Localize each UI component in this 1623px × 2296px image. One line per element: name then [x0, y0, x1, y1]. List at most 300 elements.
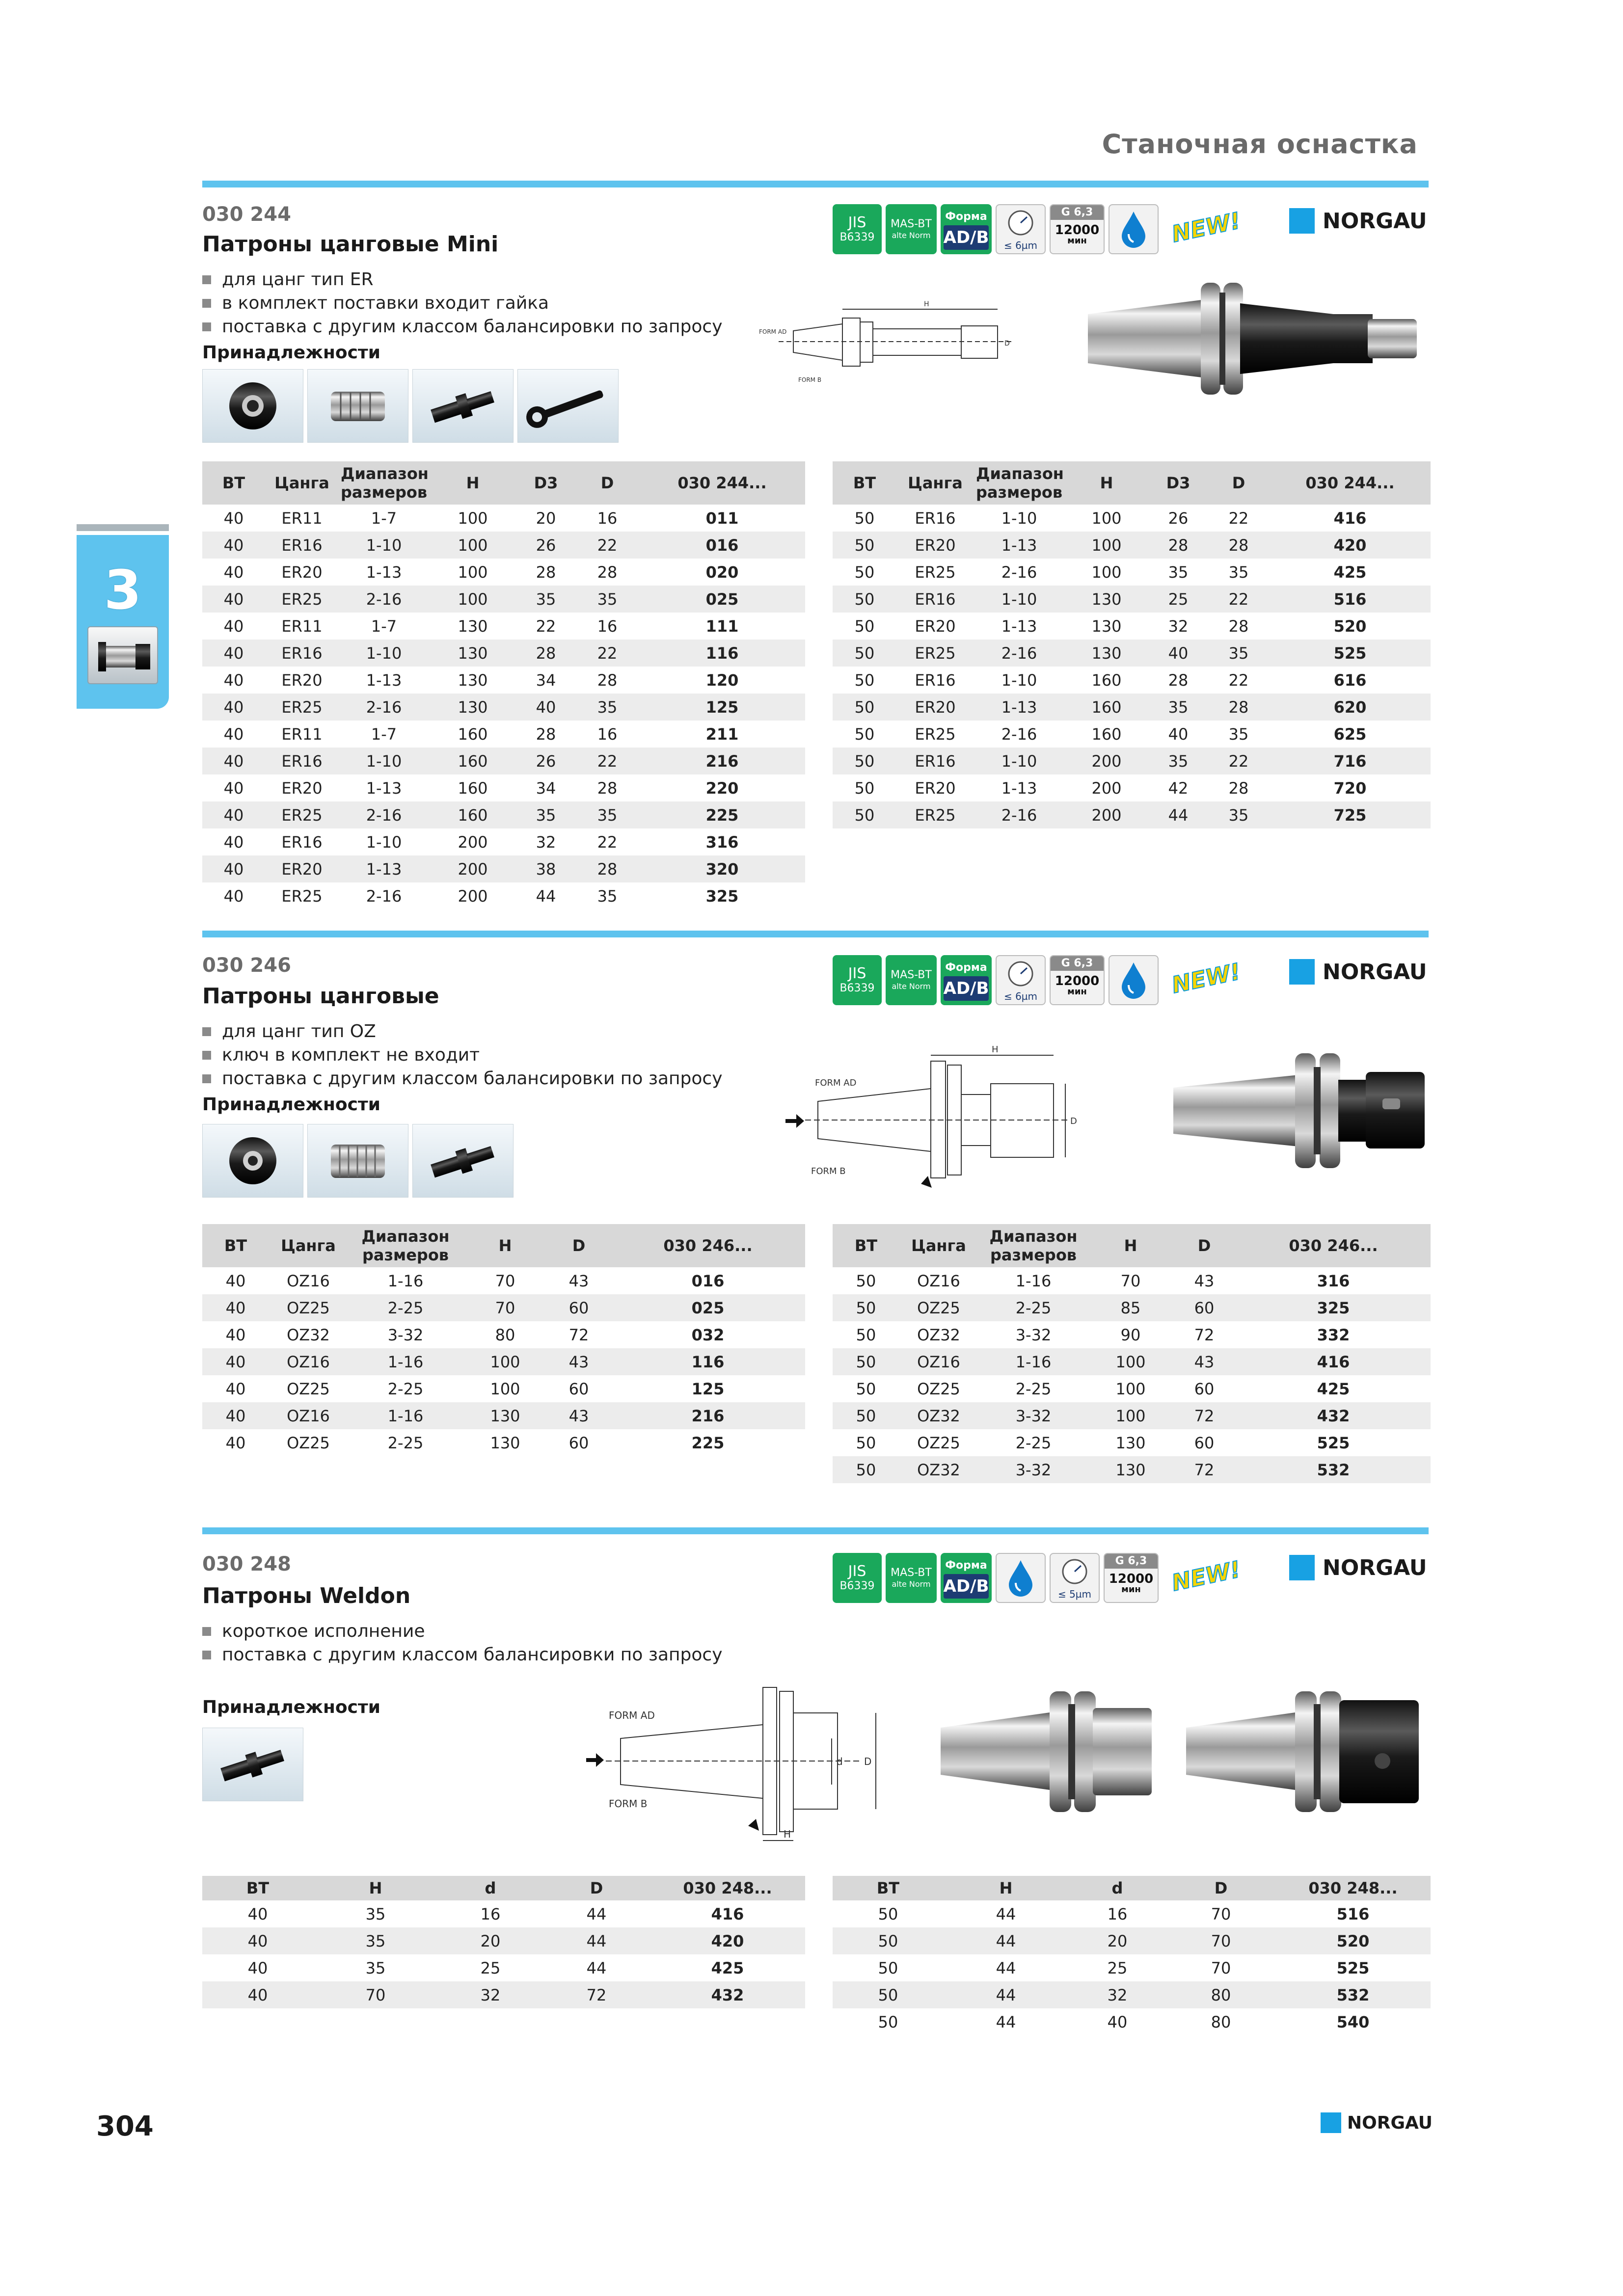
table-row	[202, 559, 805, 586]
table-row	[833, 1375, 1431, 1402]
table-cell: 35	[575, 801, 639, 828]
table-cell: ER25	[265, 801, 339, 828]
table-row	[833, 1267, 1431, 1294]
table-cell: 1-13	[366, 670, 402, 690]
table-cell: 40	[202, 1981, 313, 2008]
table-header-row: BT H d D 030 248...	[202, 1876, 805, 1900]
table-cell: 100	[490, 1379, 520, 1398]
table-cell: 42	[1168, 778, 1189, 798]
section-code: 030 248	[202, 1553, 291, 1575]
table-cell: 3-32	[978, 1456, 1089, 1483]
table-cell: 2-16	[974, 640, 1064, 667]
table-cell: 1-13	[1001, 616, 1037, 636]
table-cell: 70	[495, 1271, 515, 1290]
spec-table-bt50	[833, 1876, 1431, 2035]
table-cell: 50	[856, 1325, 876, 1344]
table-cell: 40	[202, 1402, 269, 1429]
table-cell: 40	[202, 801, 265, 828]
form-badge: Форма AD/B	[941, 955, 992, 1005]
section-divider	[202, 931, 1429, 937]
table-cell: ER20	[281, 778, 323, 798]
table-cell: 28	[597, 670, 618, 690]
table-cell: 60	[1194, 1379, 1215, 1398]
table-cell: 200	[1091, 778, 1122, 798]
table-row	[833, 505, 1431, 532]
table-cell: 32	[536, 832, 556, 852]
accessories-title: Принадлежности	[202, 1095, 381, 1115]
table-row	[202, 882, 805, 909]
table-cell: 44	[996, 2012, 1016, 2031]
table-row	[833, 613, 1431, 640]
table-cell: 200	[1064, 801, 1149, 828]
table-cell: 130	[1064, 586, 1149, 613]
article-code-cell: 525	[1317, 1433, 1350, 1452]
table-cell: 160	[458, 778, 488, 798]
table-row	[202, 532, 805, 559]
table-cell: 44	[996, 1958, 1016, 1977]
table-header-row: BT Цанга Диапазон размеров H D 030 246...	[833, 1224, 1431, 1267]
article-code-cell: 225	[639, 801, 805, 828]
table-cell: 1-13	[339, 855, 429, 882]
article-code-cell: 211	[705, 724, 739, 744]
mas-bt-badge: MAS-BT alte Norm	[886, 204, 937, 254]
table-cell: 2-25	[1015, 1379, 1052, 1398]
feature-item: поставка с другим классом балансировки по запросу	[202, 315, 723, 339]
table-cell: 25	[1149, 586, 1208, 613]
table-cell: 80	[1166, 1981, 1275, 2008]
table-row	[833, 721, 1431, 748]
table-row	[202, 828, 805, 855]
table-cell: 100	[463, 1348, 547, 1375]
table-cell: 43	[1194, 1271, 1215, 1290]
svg-text:H: H	[924, 300, 929, 308]
table-cell: 1-13	[1001, 778, 1037, 798]
article-code-cell: 316	[1317, 1271, 1350, 1290]
table-cell: ER16	[896, 586, 974, 613]
spec-table-bt40	[202, 1224, 805, 1456]
table-row	[202, 640, 805, 667]
table-row	[202, 748, 805, 774]
table-cell: 40	[1149, 640, 1208, 667]
table-cell: 160	[429, 748, 516, 774]
table-cell: 40	[225, 1433, 246, 1452]
runout-gauge-badge: ≤ 5µm	[1050, 1553, 1100, 1603]
table-cell: 1-16	[1015, 1271, 1052, 1290]
table-row	[202, 694, 805, 721]
accessory-collet-thumb[interactable]	[307, 1124, 408, 1198]
table-cell: ER20	[896, 532, 974, 559]
accessories-thumbnails	[202, 1728, 303, 1801]
table-row	[833, 640, 1431, 667]
table-cell: ER20	[281, 670, 323, 690]
table-row	[833, 1321, 1431, 1348]
table-cell: 100	[1091, 508, 1122, 528]
table-row	[833, 1981, 1431, 2008]
table-cell: 100	[1089, 1402, 1172, 1429]
table-cell: 1-16	[348, 1402, 463, 1429]
table-cell: 35	[1228, 562, 1249, 582]
table-cell: ER16	[915, 670, 956, 690]
feature-list	[202, 1620, 723, 1667]
article-code-cell: 225	[691, 1433, 725, 1452]
table-cell: 130	[1091, 616, 1122, 636]
table-row	[202, 505, 805, 532]
collet-chuck-icon	[88, 627, 157, 683]
table-cell: 85	[1089, 1294, 1172, 1321]
table-cell: 50	[833, 532, 896, 559]
table-cell: 80	[495, 1325, 515, 1344]
table-cell: 50	[833, 1402, 899, 1429]
table-cell: 35	[1168, 562, 1189, 582]
svg-text:FORM AD: FORM AD	[815, 1078, 857, 1088]
table-cell: 40	[223, 508, 244, 528]
table-cell: 50	[833, 1294, 899, 1321]
accessory-collet-thumb[interactable]	[307, 369, 408, 443]
table-row	[202, 667, 805, 694]
table-cell: 1-13	[974, 532, 1064, 559]
table-cell: 44	[1149, 801, 1208, 828]
table-cell: 40	[223, 832, 244, 852]
article-code-cell: 416	[711, 1904, 744, 1923]
table-cell: 100	[1115, 1379, 1146, 1398]
table-cell: 1-10	[1001, 508, 1037, 528]
table-cell: 60	[1172, 1294, 1236, 1321]
table-cell: 1-16	[978, 1348, 1089, 1375]
table-cell: 2-25	[348, 1294, 463, 1321]
table-row	[833, 1402, 1431, 1429]
table-cell: ER16	[896, 748, 974, 774]
article-code-cell: 116	[611, 1348, 805, 1375]
table-cell: 50	[854, 616, 875, 636]
table-cell: 100	[458, 508, 488, 528]
coolant-badge	[1109, 204, 1159, 254]
coolant-drop-icon	[1006, 1558, 1035, 1598]
dial-gauge-icon	[1003, 959, 1038, 988]
table-cell: 100	[1089, 1348, 1172, 1375]
table-cell: 80	[1211, 2012, 1231, 2031]
coolant-badge	[1109, 955, 1159, 1005]
table-row	[833, 532, 1431, 559]
norgau-brand: NORGAU	[1289, 208, 1427, 234]
table-cell: 35	[516, 586, 575, 613]
chapter-thumbnail	[87, 626, 158, 684]
table-cell: 2-16	[339, 586, 429, 613]
table-cell: 35	[597, 886, 618, 906]
chapter-tab[interactable]	[77, 535, 169, 709]
article-code-cell: 525	[1336, 1958, 1370, 1977]
svg-text:H: H	[992, 1044, 999, 1055]
section-title: Патроны цанговые	[202, 984, 439, 1009]
table-cell: 70	[1211, 1958, 1231, 1977]
table-cell: OZ25	[899, 1294, 978, 1321]
table-cell: ER25	[915, 562, 956, 582]
table-cell: 1-10	[339, 640, 429, 667]
table-cell: 22	[1208, 586, 1270, 613]
table-cell: 22	[575, 532, 639, 559]
table-cell: ER16	[265, 748, 339, 774]
section-title: Патроны Weldon	[202, 1583, 411, 1608]
table-cell: 1-7	[371, 616, 397, 636]
table-cell: 26	[516, 748, 575, 774]
table-cell: 40	[223, 778, 244, 798]
table-cell: 35	[575, 586, 639, 613]
table-cell: 28	[536, 562, 556, 582]
table-cell: 160	[1091, 670, 1122, 690]
table-cell: 50	[833, 1981, 944, 2008]
table-cell: 130	[463, 1402, 547, 1429]
spec-table-bt40	[202, 461, 805, 909]
table-cell: 60	[1194, 1433, 1215, 1452]
table-cell: ER16	[265, 640, 339, 667]
table-row	[202, 1927, 805, 1954]
new-badge: NEW!	[1169, 207, 1243, 248]
table-cell: 50	[856, 1271, 876, 1290]
table-cell: OZ16	[917, 1271, 960, 1290]
table-cell: ER11	[281, 616, 323, 636]
table-cell: 3-32	[387, 1325, 424, 1344]
table-cell: ER20	[915, 778, 956, 798]
balance-grade-badge: G 6,3 12000 мин	[1050, 204, 1105, 254]
table-cell: 32	[1068, 1981, 1166, 2008]
table-cell: 44	[996, 1904, 1016, 1923]
table-row	[833, 586, 1431, 613]
coolant-drop-icon	[1119, 961, 1148, 1000]
table-cell: 1-13	[366, 778, 402, 798]
balance-grade-badge: G 6,3 12000 мин	[1050, 955, 1105, 1005]
chapter-tab-top	[77, 524, 169, 531]
table-cell: 200	[1064, 748, 1149, 774]
table-cell: OZ16	[269, 1348, 348, 1375]
norgau-brand: NORGAU	[1289, 1555, 1427, 1580]
article-code-cell: 220	[705, 778, 739, 798]
accessory-nut-thumb[interactable]	[202, 1124, 303, 1198]
table-cell: 44	[586, 1904, 607, 1923]
article-code-cell: 016	[639, 532, 805, 559]
table-cell: 130	[458, 616, 488, 636]
table-header-row: BT Цанга Диапазон размеров H D3 D 030 244...	[202, 461, 805, 505]
spec-table-bt40	[202, 1876, 805, 2008]
product-photo	[1166, 1041, 1432, 1183]
table-cell: 16	[597, 508, 618, 528]
article-code-cell: 432	[650, 1981, 805, 2008]
table-cell: 50	[833, 1348, 899, 1375]
table-cell: 40	[247, 1904, 268, 1923]
table-header-row: BT Цанга Диапазон размеров H D3 D 030 244...	[833, 461, 1431, 505]
table-cell: 44	[536, 886, 556, 906]
table-cell: 40	[202, 1348, 269, 1375]
table-cell: 160	[1091, 724, 1122, 744]
table-row	[833, 1456, 1431, 1483]
article-code-cell: 432	[1236, 1402, 1431, 1429]
table-cell: 28	[1228, 778, 1249, 798]
table-cell: 50	[854, 724, 875, 744]
table-cell: 72	[1194, 1325, 1215, 1344]
page-number: 304	[96, 2110, 154, 2142]
table-cell: 32	[438, 1981, 543, 2008]
table-cell: 22	[536, 616, 556, 636]
svg-text:D: D	[1070, 1116, 1077, 1126]
table-row	[833, 1900, 1431, 1927]
spec-table-bt50	[833, 461, 1431, 828]
section-code: 030 244	[202, 203, 291, 226]
new-badge: NEW!	[1169, 958, 1243, 999]
table-cell: 50	[833, 801, 896, 828]
product-photo	[1181, 1674, 1427, 1831]
spec-badges	[833, 204, 1159, 254]
feature-item: короткое исполнение	[202, 1620, 723, 1643]
norgau-logo-icon	[1321, 2112, 1341, 2133]
table-cell: 28	[597, 778, 618, 798]
table-cell: OZ25	[917, 1433, 960, 1452]
table-row	[833, 1927, 1431, 1954]
jis-badge: JIS B6339	[833, 1553, 882, 1603]
table-cell: 60	[547, 1294, 611, 1321]
table-cell: 20	[536, 508, 556, 528]
table-cell: 2-16	[1001, 724, 1037, 744]
article-code-cell: 416	[1333, 508, 1367, 528]
technical-drawing	[759, 294, 1054, 393]
runout-gauge-badge: ≤ 6µm	[996, 204, 1046, 254]
accessory-nut-thumb[interactable]	[202, 369, 303, 443]
footer-brand: NORGAU	[1321, 2112, 1433, 2133]
table-cell: 160	[429, 801, 516, 828]
article-code-cell: 125	[639, 694, 805, 721]
accessories-thumbnails	[202, 1124, 514, 1198]
table-cell: 40	[202, 748, 265, 774]
table-cell: 43	[547, 1348, 611, 1375]
table-cell: 50	[878, 1958, 898, 1977]
svg-text:FORM AD: FORM AD	[759, 328, 787, 335]
article-code-cell: 032	[691, 1325, 725, 1344]
article-code-cell: 516	[1270, 586, 1431, 613]
article-code-cell: 420	[650, 1927, 805, 1954]
table-cell: 1-10	[974, 586, 1064, 613]
article-code-cell: 625	[1333, 724, 1367, 744]
table-cell: 44	[586, 1958, 607, 1977]
runout-gauge-badge: ≤ 6µm	[996, 955, 1046, 1005]
table-cell: 130	[429, 694, 516, 721]
article-code-cell: 216	[639, 748, 805, 774]
table-cell: 44	[543, 1927, 650, 1954]
product-photo	[936, 1674, 1162, 1831]
table-cell: 40	[223, 724, 244, 744]
article-code-cell: 332	[1317, 1325, 1350, 1344]
section-code: 030 246	[202, 954, 291, 977]
table-cell: 1-13	[366, 562, 402, 582]
table-cell: ER20	[915, 616, 956, 636]
article-code-cell: 420	[1270, 532, 1431, 559]
table-cell: 50	[856, 1433, 876, 1452]
table-cell: 22	[575, 640, 639, 667]
table-cell: 26	[1168, 508, 1189, 528]
table-cell: 28	[575, 855, 639, 882]
jis-badge: JIS B6339	[833, 955, 882, 1005]
table-cell: 100	[429, 586, 516, 613]
jis-badge: JIS B6339	[833, 204, 882, 254]
feature-item: для цанг тип OZ	[202, 1020, 723, 1043]
table-cell: ER25	[896, 801, 974, 828]
page-header-title: Станочная оснастка	[1102, 129, 1418, 160]
table-cell: 200	[429, 855, 516, 882]
table-cell: 35	[365, 1904, 386, 1923]
article-code-cell: 011	[705, 508, 739, 528]
article-code-cell: 425	[1333, 562, 1367, 582]
form-badge: Форма AD/B	[941, 1553, 992, 1603]
table-row	[202, 1348, 805, 1375]
table-cell: 70	[313, 1981, 438, 2008]
article-code-cell: 116	[639, 640, 805, 667]
article-code-cell: 525	[1270, 640, 1431, 667]
accessory-pull-stud-thumb[interactable]	[202, 1728, 303, 1801]
table-cell: 16	[480, 1904, 501, 1923]
table-cell: 1-10	[974, 748, 1064, 774]
table-cell: ER11	[281, 724, 323, 744]
table-cell: 50	[856, 1379, 876, 1398]
table-cell: ER25	[265, 694, 339, 721]
table-cell: 72	[1172, 1456, 1236, 1483]
form-badge: Форма AD/B	[941, 204, 992, 254]
table-cell: 28	[1149, 532, 1208, 559]
table-row	[202, 1981, 805, 2008]
table-cell: 40	[225, 1325, 246, 1344]
table-cell: OZ16	[287, 1271, 330, 1290]
table-cell: 1-7	[371, 724, 397, 744]
article-code-cell: 025	[611, 1294, 805, 1321]
table-cell: 160	[458, 724, 488, 744]
table-row	[833, 667, 1431, 694]
accessory-pull-stud-thumb[interactable]	[412, 369, 514, 443]
table-row	[202, 586, 805, 613]
table-row	[833, 801, 1431, 828]
accessory-pull-stud-thumb[interactable]	[412, 1124, 514, 1198]
table-cell: ER25	[265, 586, 339, 613]
table-row	[202, 613, 805, 640]
table-cell: 160	[1064, 694, 1149, 721]
table-cell: ER16	[265, 532, 339, 559]
table-cell: 40	[202, 532, 265, 559]
table-cell: 100	[458, 562, 488, 582]
svg-text:d: d	[837, 1756, 843, 1767]
chapter-number: 3	[104, 559, 142, 621]
table-cell: 43	[568, 1271, 589, 1290]
table-cell: 43	[1172, 1348, 1236, 1375]
article-code-cell: 025	[639, 586, 805, 613]
table-cell: 35	[1149, 748, 1208, 774]
table-cell: 50	[833, 586, 896, 613]
table-cell: 200	[458, 832, 488, 852]
table-row	[202, 1954, 805, 1981]
table-cell: 16	[597, 616, 618, 636]
norgau-brand: NORGAU	[1289, 959, 1427, 985]
svg-text:FORM B: FORM B	[609, 1798, 648, 1810]
accessories-title: Принадлежности	[202, 343, 381, 363]
table-cell: 28	[1228, 616, 1249, 636]
table-cell: 28	[597, 562, 618, 582]
table-cell: 34	[536, 778, 556, 798]
accessory-wrench-thumb[interactable]	[517, 369, 619, 443]
table-cell: ER20	[281, 562, 323, 582]
table-cell: 28	[1168, 670, 1189, 690]
mas-bt-badge: MAS-BT alte Norm	[886, 955, 937, 1005]
svg-text:FORM AD: FORM AD	[609, 1709, 655, 1721]
table-row	[833, 559, 1431, 586]
table-cell: 100	[1091, 562, 1122, 582]
table-cell: 28	[1208, 532, 1270, 559]
svg-text:D: D	[864, 1756, 872, 1767]
feature-item: для цанг тип ER	[202, 268, 723, 292]
table-cell: 28	[1208, 694, 1270, 721]
table-row	[202, 1294, 805, 1321]
